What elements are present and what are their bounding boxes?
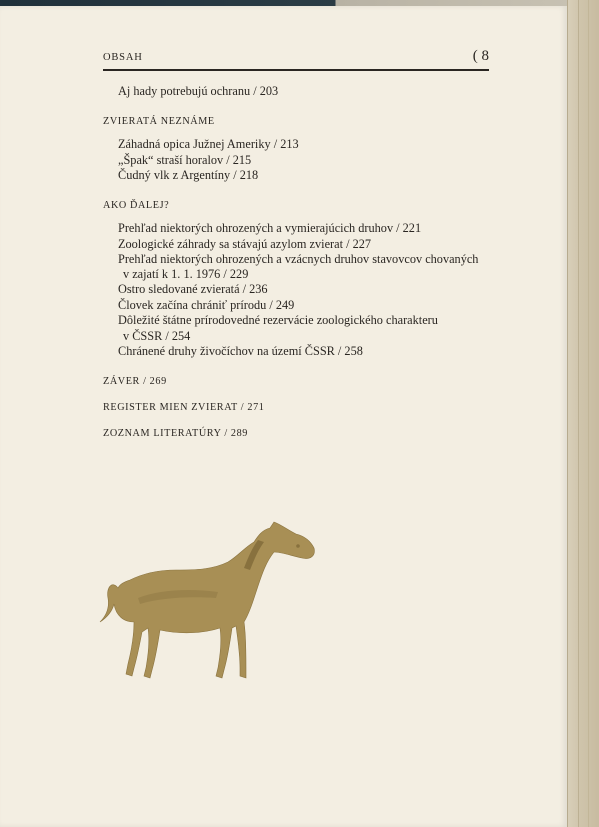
toc-entry: Čudný vlk z Argentíny / 218 [118, 168, 259, 182]
section-heading: ZOZNAM LITERATÚRY / 289 [103, 428, 249, 439]
page-edge [567, 0, 599, 827]
toc-entry: Človek začína chrániť prírodu / 249 [118, 298, 295, 312]
toc-entry-continuation: v ČSSR / 254 [123, 329, 191, 343]
horse-illustration-icon [98, 518, 320, 686]
toc-entry: Chránené druhy živočíchov na území ČSSR / 258 [118, 344, 363, 358]
toc-entry: Prehľad niektorých ohrozených a vzácnych druhov stavovcov chovaných [118, 252, 479, 266]
toc-entry: Dôležité štátne prírodovedné rezervácie zoologického charakteru [118, 313, 438, 327]
toc-entry-continuation: v zajatí k 1. 1. 1976 / 229 [123, 267, 249, 281]
page-number: ( 8 [472, 48, 489, 64]
book-page [0, 6, 567, 827]
section-heading: REGISTER MIEN ZVIERAT / 271 [103, 402, 265, 413]
toc-entry: „Špak“ straší horalov / 215 [118, 153, 252, 167]
toc-entry: Prehľad niektorých ohrozených a vymierajúcich druhov / 221 [118, 221, 422, 235]
section-heading: ZÁVER / 269 [103, 376, 167, 387]
toc-entry: Záhadná opica Južnej Ameriky / 213 [118, 137, 299, 151]
section-heading: AKO ĎALEJ? [103, 200, 170, 211]
header-rule [103, 69, 489, 71]
toc-entry: Ostro sledované zvieratá / 236 [118, 282, 268, 296]
page-title: OBSAH [103, 52, 143, 63]
section-heading: ZVIERATÁ NEZNÁME [103, 116, 215, 127]
toc-entry: Zoologické záhrady sa stávajú azylom zvierat / 227 [118, 237, 372, 251]
toc-entry: Aj hady potrebujú ochranu / 203 [118, 84, 279, 98]
